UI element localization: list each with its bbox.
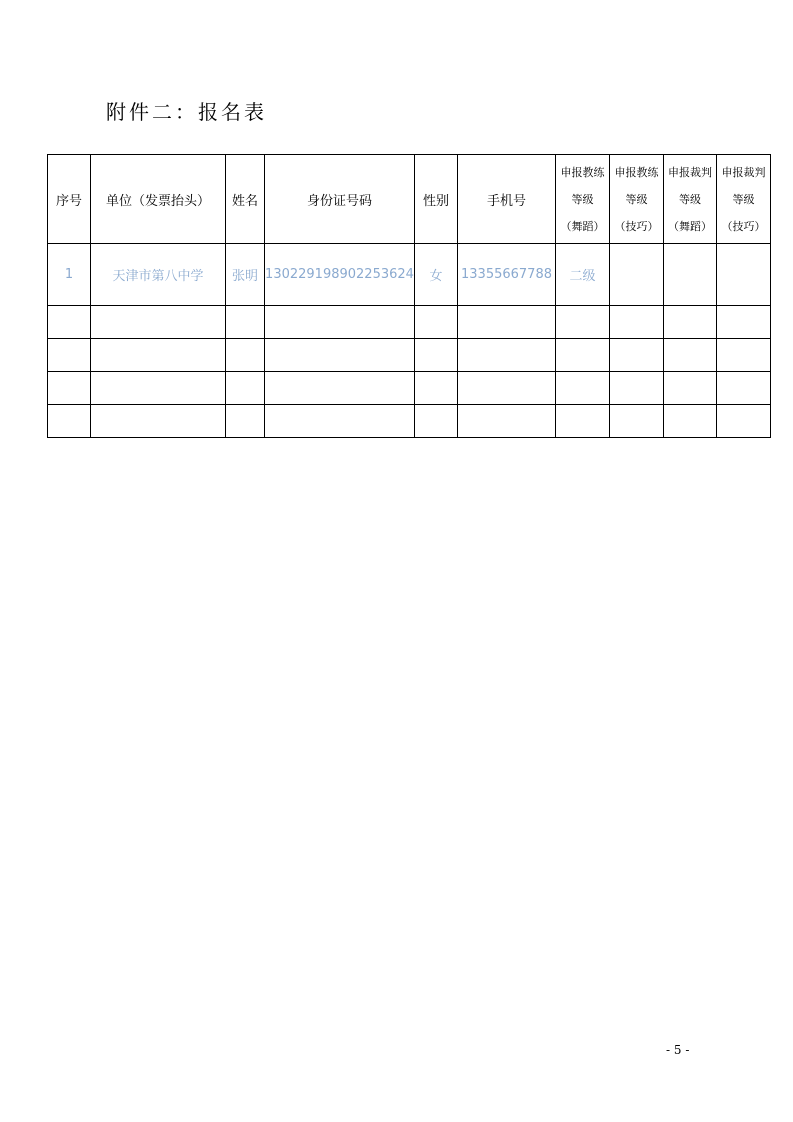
empty-cell	[717, 405, 771, 438]
empty-cell	[458, 306, 556, 339]
header-id: 身份证号码	[265, 155, 415, 244]
header-line: 申报教练	[614, 165, 659, 179]
empty-cell	[556, 372, 610, 405]
empty-cell	[226, 339, 265, 372]
empty-cell	[664, 372, 717, 405]
empty-cell	[664, 339, 717, 372]
header-line: 申报裁判	[668, 165, 712, 179]
empty-cell	[48, 405, 91, 438]
empty-cell	[265, 405, 415, 438]
empty-cell	[265, 306, 415, 339]
table-row	[48, 405, 771, 438]
registration-table	[47, 154, 771, 438]
empty-cell	[226, 405, 265, 438]
table-row	[48, 339, 771, 372]
empty-cell	[91, 405, 226, 438]
empty-cell	[48, 339, 91, 372]
empty-cell	[226, 306, 265, 339]
cell-no: 1	[48, 244, 91, 306]
empty-cell	[556, 339, 610, 372]
empty-cell	[91, 306, 226, 339]
empty-cell	[610, 405, 664, 438]
empty-cell	[610, 306, 664, 339]
cell-id: 130229198902253624	[265, 244, 415, 306]
header-name: 姓名	[226, 155, 265, 244]
empty-cell	[48, 372, 91, 405]
header-line: 等级	[571, 192, 594, 206]
header-line: （舞蹈）	[560, 219, 605, 233]
empty-cell	[415, 339, 458, 372]
cell-name: 张明	[226, 244, 265, 306]
header-coach-skill	[610, 155, 664, 244]
cell-phone: 13355667788	[458, 244, 556, 306]
empty-cell	[415, 306, 458, 339]
empty-cell	[556, 306, 610, 339]
page-title: 附件二：报名表	[106, 100, 267, 124]
empty-cell	[458, 339, 556, 372]
empty-cell	[717, 306, 771, 339]
table-row	[48, 306, 771, 339]
header-phone: 手机号	[458, 155, 556, 244]
header-line: 等级	[732, 192, 755, 206]
empty-cell	[664, 306, 717, 339]
empty-cell	[717, 372, 771, 405]
page-number: - 5 -	[666, 1043, 690, 1057]
header-gender: 性别	[415, 155, 458, 244]
empty-cell	[458, 405, 556, 438]
empty-cell	[91, 372, 226, 405]
empty-cell	[226, 372, 265, 405]
cell-judge-skill	[717, 244, 771, 306]
empty-cell	[48, 306, 91, 339]
header-unit: 单位（发票抬头）	[91, 155, 226, 244]
header-no: 序号	[48, 155, 91, 244]
header-line: 申报教练	[560, 165, 605, 179]
header-row	[48, 155, 771, 244]
empty-cell	[91, 339, 226, 372]
cell-gender: 女	[415, 244, 458, 306]
header-line: （舞蹈）	[668, 219, 712, 233]
cell-judge-dance	[664, 244, 717, 306]
table-row	[48, 372, 771, 405]
empty-cell	[265, 372, 415, 405]
header-line: （技巧）	[614, 219, 659, 233]
empty-cell	[717, 339, 771, 372]
header-line: 等级	[679, 192, 701, 206]
cell-unit: 天津市第八中学	[91, 244, 226, 306]
header-judge-skill	[717, 155, 771, 244]
empty-cell	[265, 339, 415, 372]
header-line: 申报裁判	[721, 165, 766, 179]
header-line: （技巧）	[721, 219, 766, 233]
cell-coach-skill	[610, 244, 664, 306]
empty-cell	[664, 405, 717, 438]
empty-cell	[415, 372, 458, 405]
header-line: 等级	[625, 192, 648, 206]
empty-cell	[556, 405, 610, 438]
cell-coach-dance: 二级	[556, 244, 610, 306]
header-judge-dance	[664, 155, 717, 244]
empty-cell	[415, 405, 458, 438]
header-coach-dance	[556, 155, 610, 244]
table-row	[48, 244, 771, 306]
empty-cell	[610, 339, 664, 372]
empty-cell	[458, 372, 556, 405]
empty-cell	[610, 372, 664, 405]
